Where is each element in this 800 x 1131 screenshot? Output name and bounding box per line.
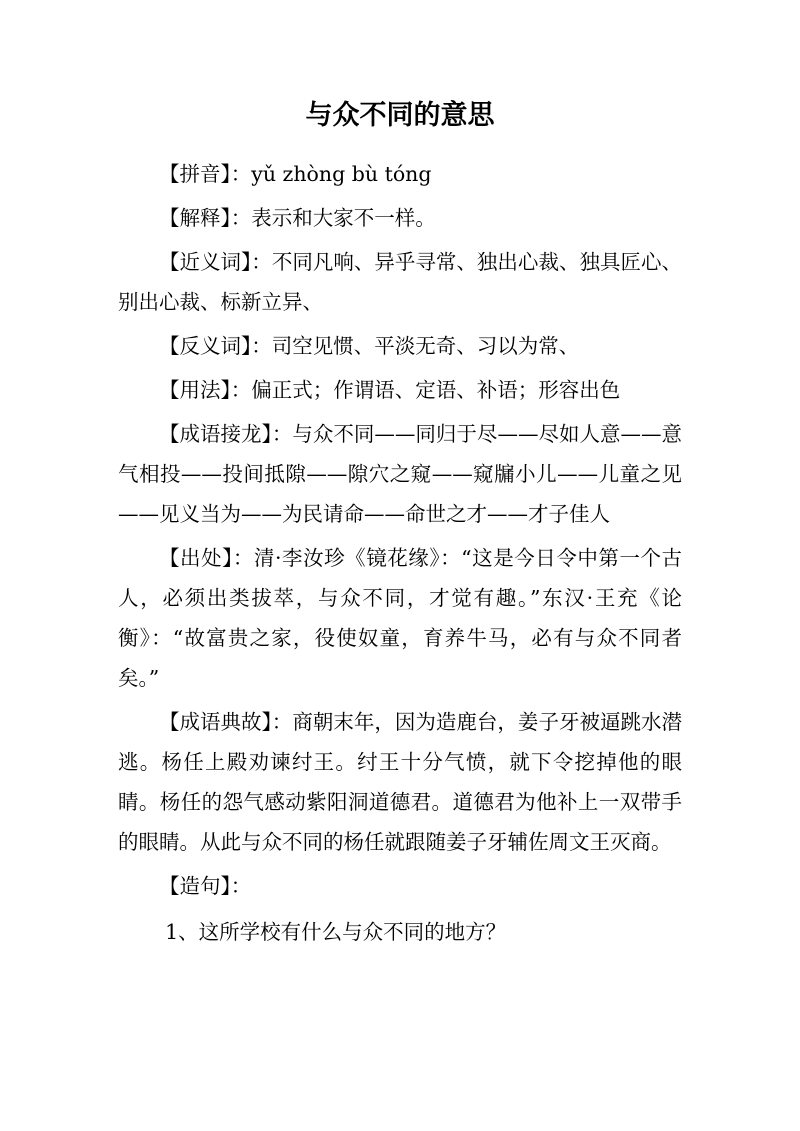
example-sentence: 1、这所学校有什么与众不同的地方？ — [165, 920, 507, 944]
source-label: 【出处】： — [159, 546, 254, 570]
synonyms-label: 【近义词】： — [159, 250, 272, 274]
examples-label: 【造句】： — [159, 874, 252, 898]
antonyms-label: 【反义词】： — [159, 334, 272, 358]
story-text: 商朝末年，因为造鹿台，姜子牙被逼跳水潜逃。杨任上殿劝谏纣王。纣王十分气愤，就下令挖掉他的眼睛。杨任的怨气感动紫阳洞道德君。道德君为他补上一双带手的眼睛。从此与众不同的杨任就跟随姜子牙辅佐周文王灭商。 — [118, 710, 683, 854]
document-body — [118, 154, 682, 952]
chain-label: 【成语接龙】： — [159, 422, 293, 446]
explanation-paragraph — [118, 198, 682, 238]
examples-heading — [118, 866, 682, 906]
chain-paragraph — [118, 414, 682, 534]
antonyms-text: 司空见惯、平淡无奇、习以为常、 — [271, 334, 580, 358]
pinyin-text: yǔ zhòng bù tóng — [251, 162, 432, 186]
usage-paragraph — [118, 370, 682, 410]
pinyin-paragraph — [118, 154, 682, 194]
explanation-text: 表示和大家不一样。 — [251, 206, 436, 230]
antonyms-paragraph — [118, 326, 682, 366]
pinyin-label: 【拼音】： — [159, 162, 252, 186]
page-title: 与众不同的意思 — [305, 100, 495, 131]
explanation-label: 【解释】： — [159, 206, 252, 230]
chain-text: 与众不同——同归于尽——尽如人意——意气相投——投间抵隙——隙穴之窥——窥牖小儿——儿童之见——见义当为——为民请命——命世之才——才子佳人 — [118, 422, 683, 526]
usage-label: 【用法】： — [159, 378, 252, 402]
usage-text: 偏正式；作谓语、定语、补语；形容出色 — [251, 378, 621, 402]
story-paragraph — [118, 702, 682, 862]
synonyms-paragraph — [118, 242, 682, 322]
source-text: 清·李汝珍《镜花缘》：“这是今日令中第一个古人，必须出类拔萃，与众不同，才觉有趣。”东汉·王充《论衡》：“故富贵之家，役使奴童，育养牛马，必有与众不同者矣。” — [118, 546, 683, 690]
story-label: 【成语典故】： — [159, 710, 293, 734]
synonyms-text: 不同凡响、异乎寻常、独出心裁、独具匠心、别出心裁、标新立异、 — [118, 250, 683, 314]
source-paragraph — [118, 538, 682, 698]
